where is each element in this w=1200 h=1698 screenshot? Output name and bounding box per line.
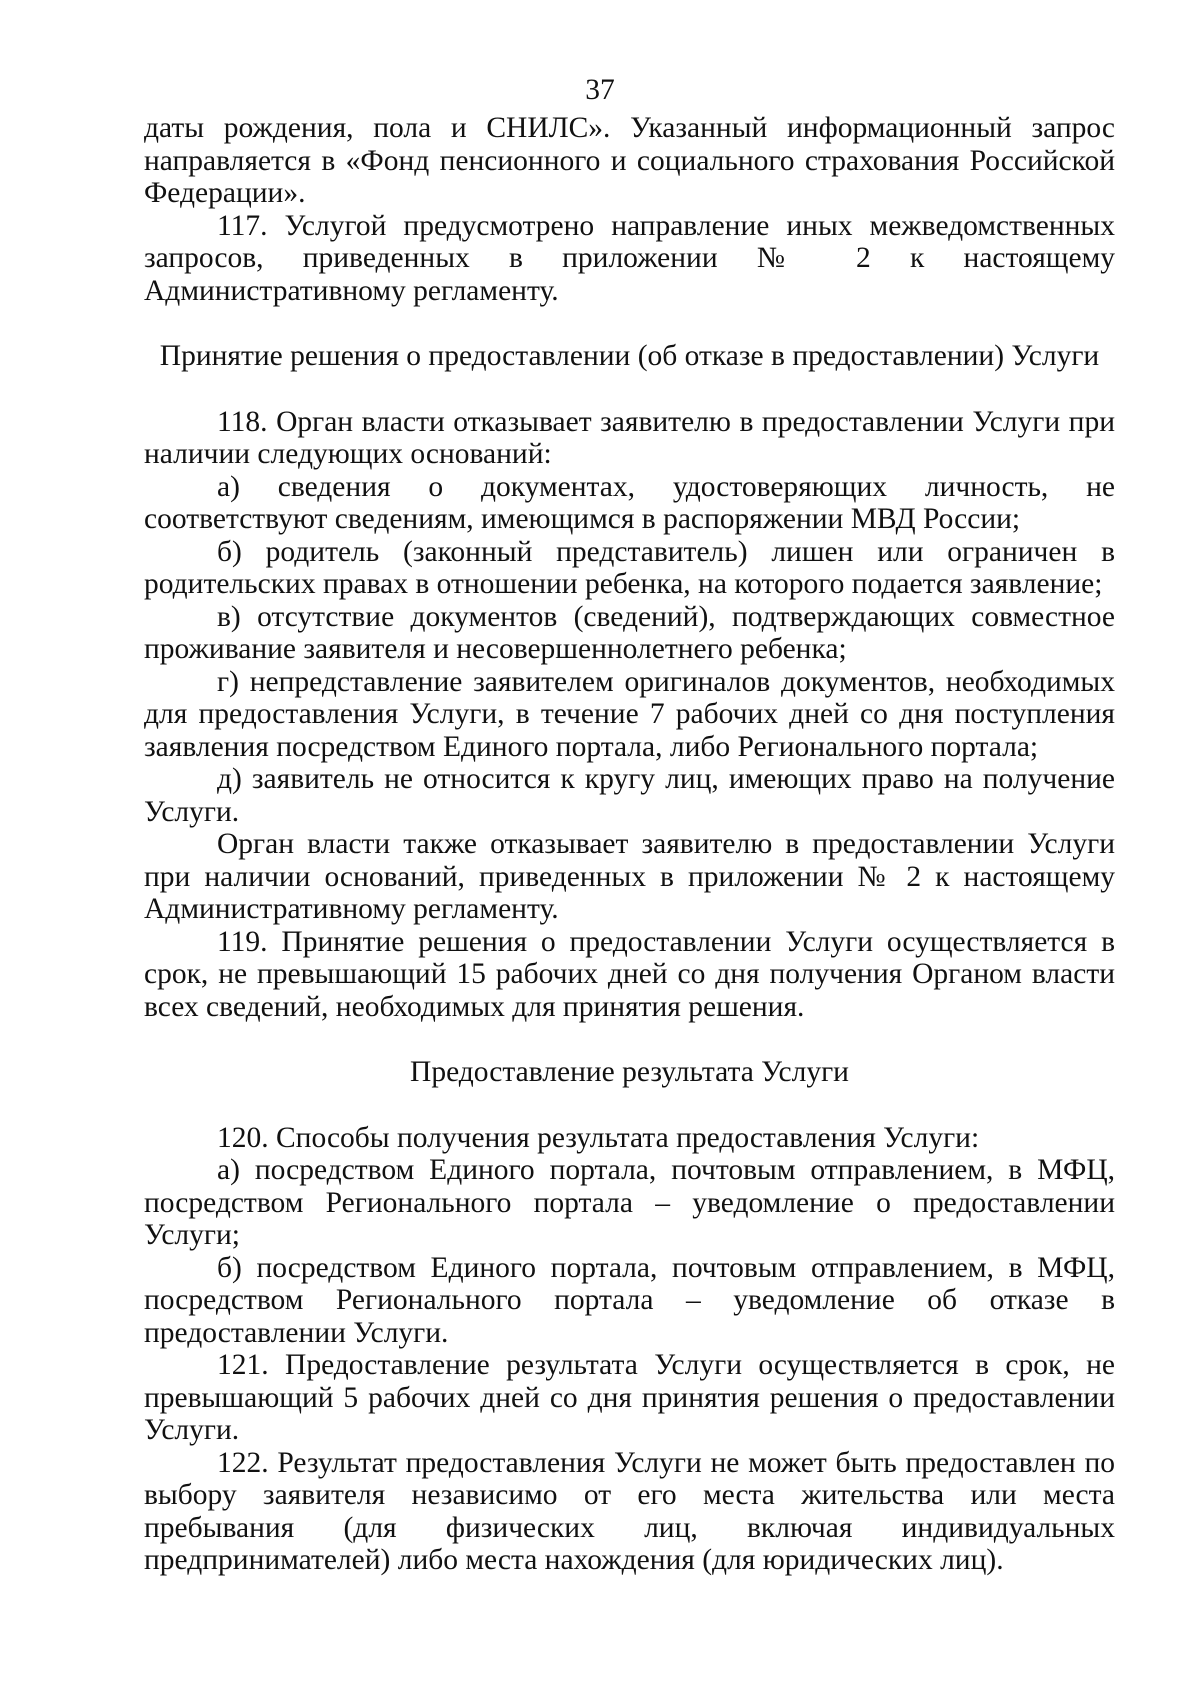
section-gap — [144, 307, 1115, 340]
paragraph-118: 118. Орган власти отказывает заявителю в предоставлении Услуги при наличии следующих оснований: — [144, 405, 1115, 470]
list-item-118-d: д) заявитель не относится к кругу лиц, имеющих право на получение Услуги. — [144, 763, 1115, 828]
list-item-118-b: б) родитель (законный представитель) лишен или ограничен в родительских правах в отношении ребенка, на которого подается заявление; — [144, 535, 1115, 600]
paragraph-121: 121. Предоставление результата Услуги осуществляется в срок, не превышающий 5 рабочих дней со дня принятия решения о предоставлении Услуги. — [144, 1349, 1115, 1446]
paragraph-122: 122. Результат предоставления Услуги не может быть предоставлен по выбору заявителя независимо от его места жительства или места пребывания (для физических лиц, включая индивидуальных предпринимателей) либо места нахождения (для юридических лиц). — [144, 1446, 1115, 1576]
page-number: 37 — [585, 74, 615, 106]
document-body — [144, 112, 1115, 1577]
section-heading-result: Предоставление результата Услуги — [410, 1056, 849, 1088]
paragraph-117: 117. Услугой предусмотрено направление иных межведомственных запросов, приведенных в приложении № 2 к настоящему Административному регламенту. — [144, 209, 1115, 307]
section-heading-decision: Принятие решения о предоставлении (об отказе в предоставлении) Услуги — [159, 340, 1100, 372]
section-gap — [144, 373, 1115, 406]
section-gap — [144, 1023, 1115, 1056]
paragraph-118-additional: Орган власти также отказывает заявителю в предоставлении Услуги при наличии оснований, приведенных в приложении № 2 к настоящему Административному регламенту. — [144, 828, 1115, 925]
list-item-120-a: а) посредством Единого портала, почтовым отправлением, в МФЦ, посредством Регионального портала – уведомление о предоставлении Услуги; — [144, 1154, 1115, 1251]
list-item-120-b: б) посредством Единого портала, почтовым отправлением, в МФЦ, посредством Регионального портала – уведомление об отказе в предоставлении Услуги. — [144, 1251, 1115, 1349]
section-gap — [144, 1089, 1115, 1122]
list-item-118-g: г) непредставление заявителем оригиналов документов, необходимых для предоставления Услуги, в течение 7 рабочих дней со дня поступления заявления посредством Единого портала, либо Регионального портала; — [144, 665, 1115, 763]
list-item-118-a: а) сведения о документах, удостоверяющих личность, не соответствуют сведениям, имеющимся в распоряжении МВД России; — [144, 470, 1115, 535]
paragraph-120: 120. Способы получения результата предоставления Услуги: — [217, 1121, 980, 1154]
paragraph-119: 119. Принятие решения о предоставлении Услуги осуществляется в срок, не превышающий 15 рабочих дней со дня получения Органом власти всех сведений, необходимых для принятия решения. — [144, 925, 1115, 1023]
paragraph-continuation: даты рождения, пола и СНИЛС». Указанный информационный запрос направляется в «Фонд пенсионного и социального страхования Российской Федерации». — [144, 112, 1115, 209]
list-item-118-v: в) отсутствие документов (сведений), подтверждающих совместное проживание заявителя и несовершеннолетнего ребенка; — [144, 600, 1115, 665]
